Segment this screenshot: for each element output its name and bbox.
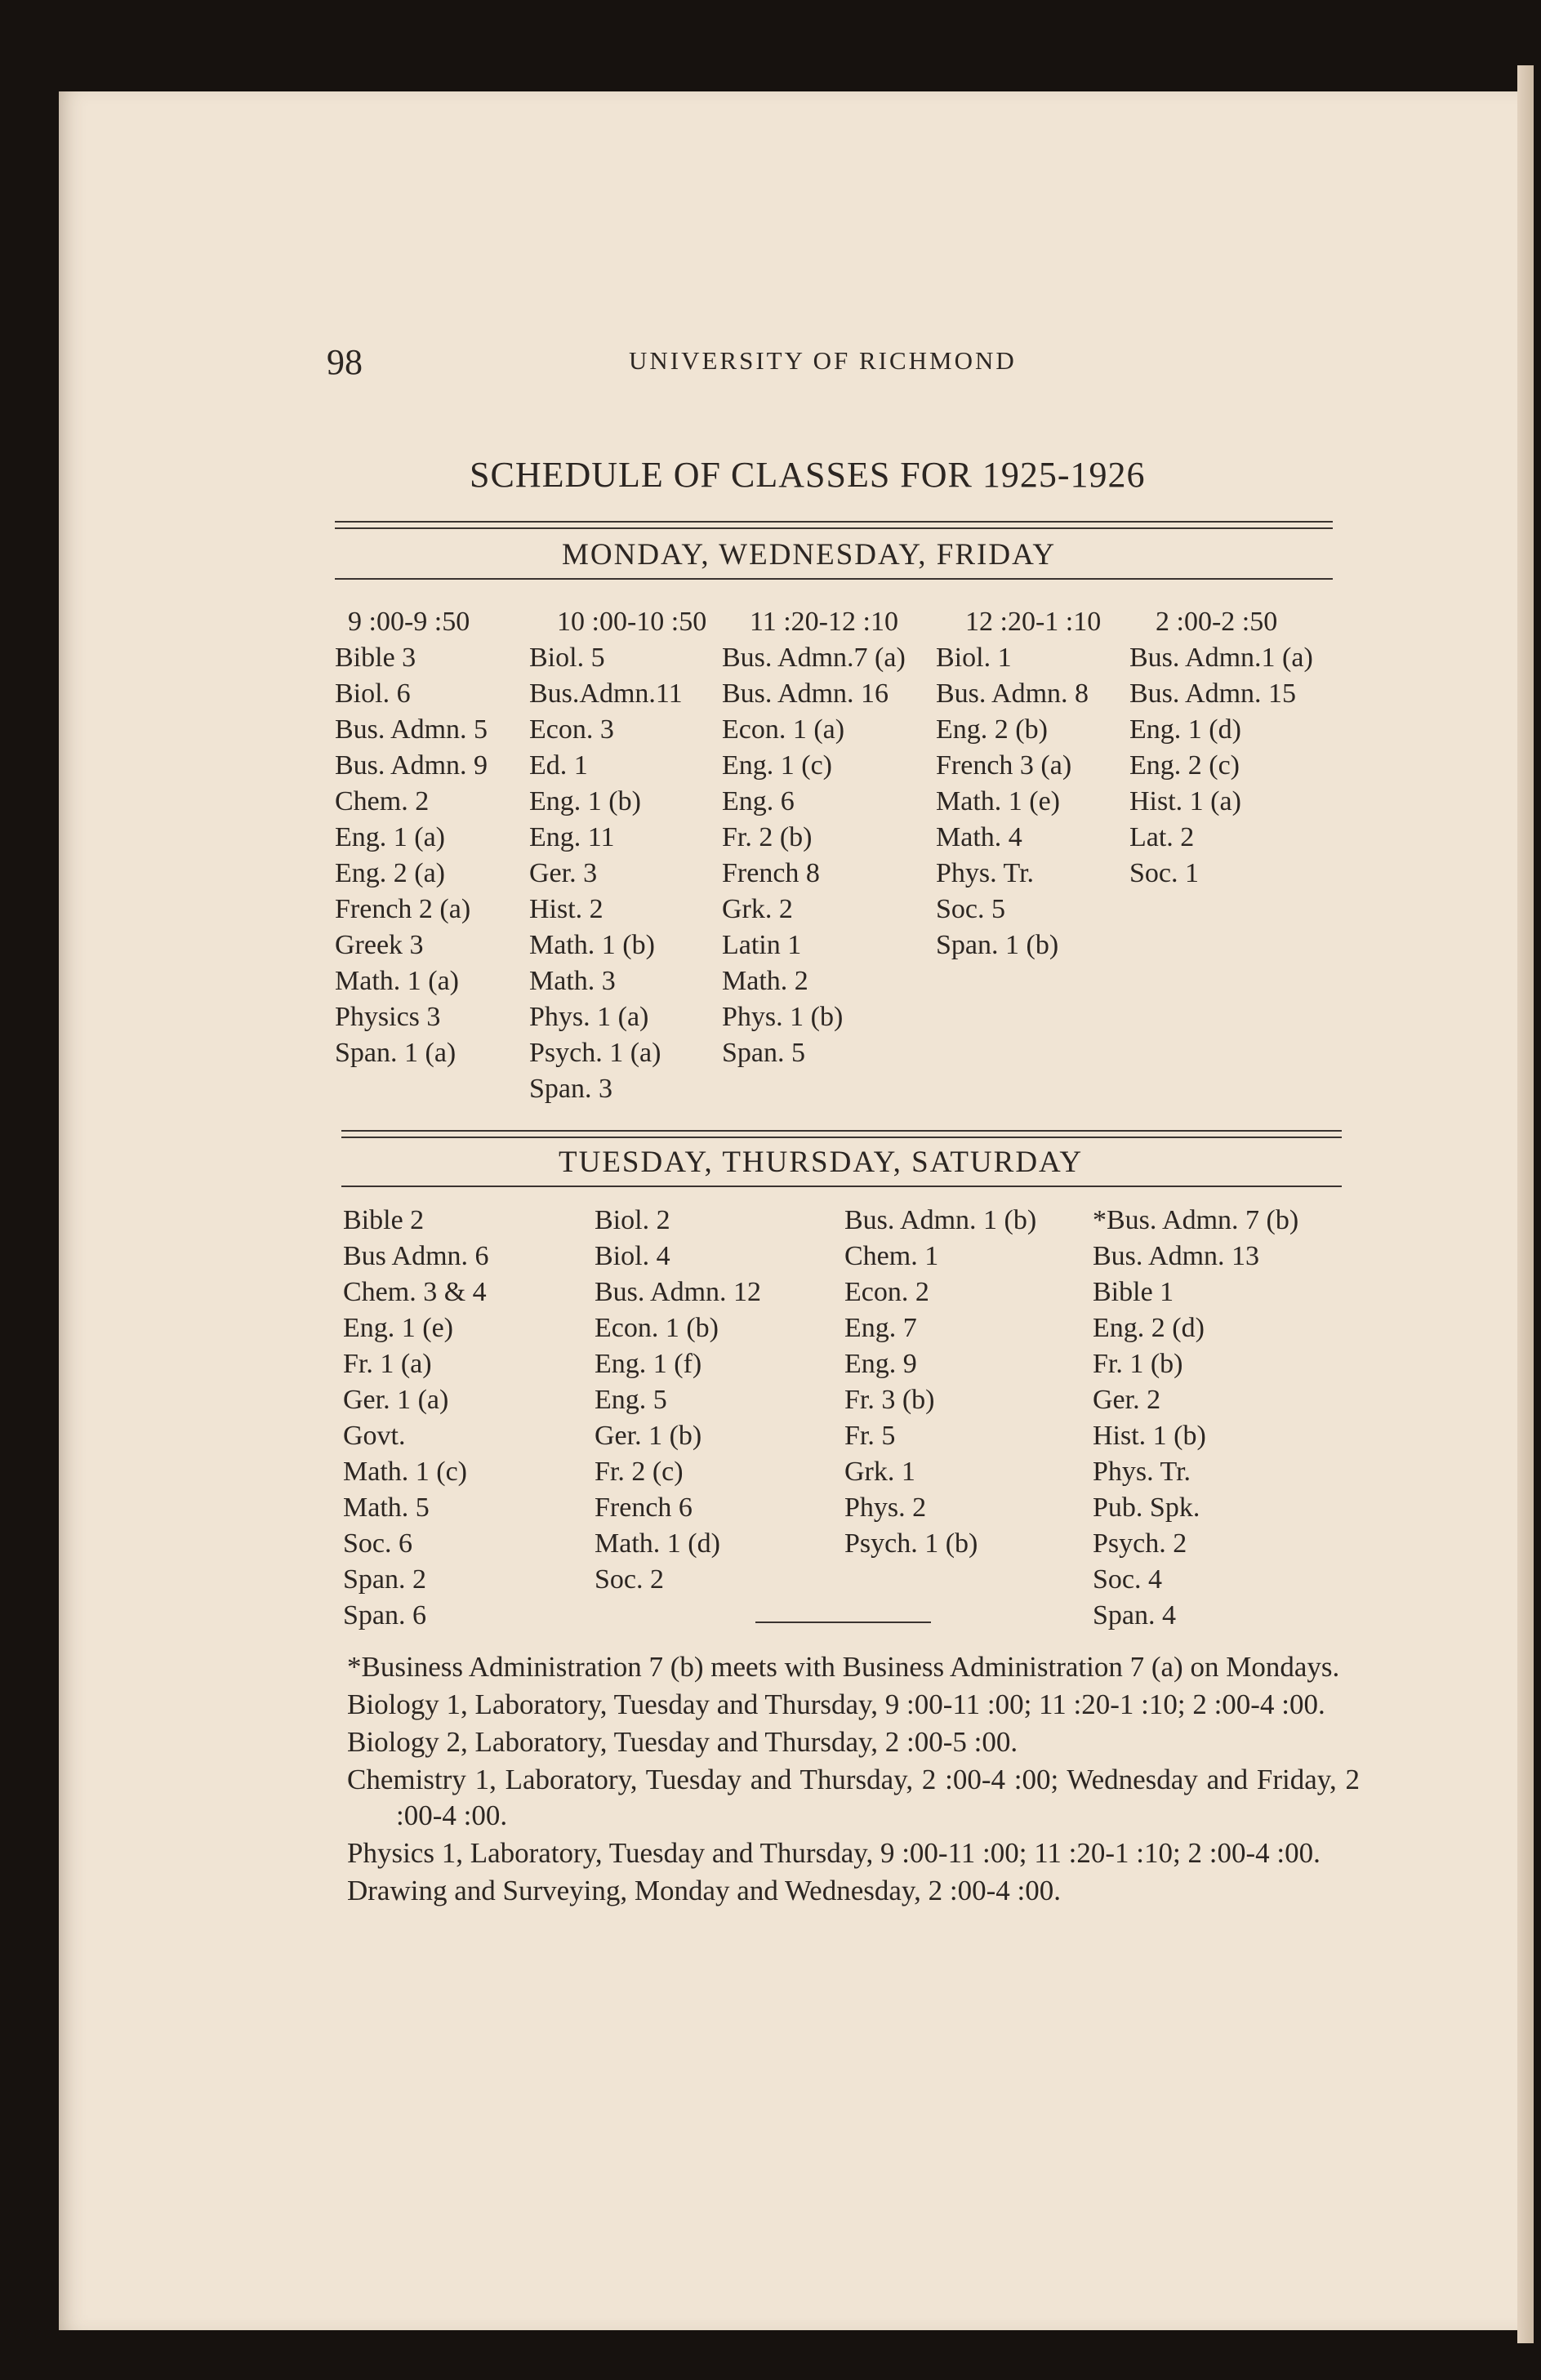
mwf-time-header: 9 :00-9 :50 (348, 607, 470, 637)
course: Econ. 1 (b) (595, 1313, 719, 1343)
course: Econ. 3 (529, 714, 614, 745)
course: Biol. 4 (595, 1241, 670, 1271)
course: Bus. Admn. 9 (335, 750, 488, 781)
mwf-column (722, 604, 906, 1071)
mwf-column (936, 604, 1101, 963)
course: Span. 3 (529, 1074, 612, 1104)
mwf-bottom-rule (335, 578, 1333, 580)
mwf-top-rule-1 (335, 521, 1333, 523)
mwf-top-rule-2 (335, 527, 1333, 529)
course: Eng. 2 (d) (1093, 1313, 1205, 1343)
course: Chem. 3 & 4 (343, 1277, 487, 1307)
page-edge (1517, 65, 1534, 2343)
course: Fr. 2 (c) (595, 1457, 684, 1487)
mwf-column (529, 604, 706, 1107)
course: Eng. 6 (722, 786, 795, 816)
note: Physics 1, Laboratory, Tuesday and Thursday, 9 :00-11 :00; 11 :20-1 :10; 2 :00-4 :00. (347, 1837, 1321, 1869)
course: Phys. 2 (844, 1493, 927, 1523)
tts-column (1093, 1203, 1298, 1634)
course: Eng. 11 (529, 822, 615, 852)
course: Econ. 1 (a) (722, 714, 845, 745)
schedule-title: SCHEDULE OF CLASSES FOR 1925-1926 (470, 455, 1146, 495)
course: Eng. 5 (595, 1385, 667, 1415)
course: Grk. 1 (844, 1457, 915, 1487)
course: Hist. 1 (a) (1129, 786, 1241, 816)
tts-top-rule-2 (341, 1137, 1342, 1138)
mwf-time-header: 12 :20-1 :10 (965, 607, 1102, 637)
mwf-heading: MONDAY, WEDNESDAY, FRIDAY (562, 538, 1057, 572)
note: Biology 1, Laboratory, Tuesday and Thursday, 9 :00-11 :00; 11 :20-1 :10; 2 :00-4 :00. (347, 1688, 1325, 1720)
course: Chem. 1 (844, 1241, 939, 1271)
course: Ger. 1 (b) (595, 1421, 702, 1451)
course: Lat. 2 (1129, 822, 1195, 852)
course: Ger. 3 (529, 858, 598, 888)
course: Math. 5 (343, 1493, 430, 1523)
note: *Business Administration 7 (b) meets with Business Administration 7 (a) on Mondays. (347, 1651, 1340, 1683)
course: Ed. 1 (529, 750, 588, 781)
course: Phys. 1 (a) (529, 1002, 649, 1032)
course: Psych. 1 (a) (529, 1038, 661, 1068)
course: Bible 1 (1093, 1277, 1174, 1307)
mwf-time-header: 10 :00-10 :50 (557, 607, 707, 637)
note: Drawing and Surveying, Monday and Wednesday, 2 :00-4 :00. (347, 1875, 1061, 1906)
course: Math. 2 (722, 966, 808, 996)
course: Greek 3 (335, 930, 424, 960)
course: Latin 1 (722, 930, 802, 960)
course: Eng. 1 (a) (335, 822, 446, 852)
course: Soc. 4 (1093, 1564, 1162, 1595)
course: Eng. 2 (b) (936, 714, 1048, 745)
tts-column (844, 1203, 1036, 1562)
course: Govt. (343, 1421, 406, 1451)
course: Fr. 2 (b) (722, 822, 813, 852)
course: Fr. 5 (844, 1421, 896, 1451)
course: Bus. Admn. 15 (1129, 678, 1297, 709)
course: Bus. Admn.7 (a) (722, 643, 906, 673)
course: Fr. 1 (b) (1093, 1349, 1183, 1379)
note: Biology 2, Laboratory, Tuesday and Thursday, 2 :00-5 :00. (347, 1726, 1018, 1758)
course: Soc. 5 (936, 894, 1005, 924)
course: Fr. 1 (a) (343, 1349, 432, 1379)
course: Biol. 1 (936, 643, 1012, 673)
course: Math. 1 (d) (595, 1528, 720, 1559)
course: Eng. 2 (c) (1129, 750, 1240, 781)
page-number: 98 (327, 342, 363, 382)
course: Biol. 5 (529, 643, 605, 673)
tts-top-rule-1 (341, 1130, 1342, 1132)
course: Math. 3 (529, 966, 616, 996)
course: Hist. 2 (529, 894, 603, 924)
column-end-rule (755, 1622, 931, 1623)
course: Eng. 7 (844, 1313, 917, 1343)
course: Math. 1 (a) (335, 966, 460, 996)
course: Phys. Tr. (1093, 1457, 1191, 1487)
course: Span. 2 (343, 1564, 426, 1595)
course: Eng. 2 (a) (335, 858, 446, 888)
course: Bus. Admn. 12 (595, 1277, 762, 1307)
course: Bus. Admn. 8 (936, 678, 1089, 709)
mwf-time-header: 11 :20-12 :10 (750, 607, 898, 637)
tts-bottom-rule (341, 1186, 1342, 1187)
course: Psych. 1 (b) (844, 1528, 978, 1559)
course: Math. 1 (b) (529, 930, 655, 960)
course: Span. 4 (1093, 1600, 1176, 1630)
book-page (59, 91, 1521, 2330)
course: French 2 (a) (335, 894, 471, 924)
course: Physics 3 (335, 1002, 441, 1032)
tts-column (343, 1203, 489, 1634)
mwf-column (335, 604, 488, 1071)
course: Ger. 1 (a) (343, 1385, 449, 1415)
running-title: UNIVERSITY OF RICHMOND (629, 346, 1017, 375)
course: French 3 (a) (936, 750, 1072, 781)
tts-heading: TUESDAY, THURSDAY, SATURDAY (559, 1146, 1084, 1179)
course: Soc. 6 (343, 1528, 412, 1559)
course: Bus.Admn.11 (529, 678, 683, 709)
course: Econ. 2 (844, 1277, 929, 1307)
course: Biol. 6 (335, 678, 411, 709)
course: Span. 1 (b) (936, 930, 1059, 960)
course: Math. 1 (e) (936, 786, 1061, 816)
course: Chem. 2 (335, 786, 430, 816)
course: Biol. 2 (595, 1205, 670, 1235)
course: Eng. 1 (e) (343, 1313, 454, 1343)
course: Grk. 2 (722, 894, 793, 924)
note: Chemistry 1, Laboratory, Tuesday and Thursday, 2 :00-4 :00; Wednesday and Friday, 2 :00-4 :00. (347, 1764, 1360, 1831)
course: Soc. 1 (1129, 858, 1199, 888)
course: Eng. 1 (c) (722, 750, 833, 781)
laboratory-notes (347, 1649, 1360, 1911)
mwf-column (1129, 604, 1313, 892)
course: Fr. 3 (b) (844, 1385, 935, 1415)
course: Hist. 1 (b) (1093, 1421, 1206, 1451)
mwf-time-header: 2 :00-2 :50 (1156, 607, 1278, 637)
course: Span. 1 (a) (335, 1038, 457, 1068)
course: Pub. Spk. (1093, 1493, 1200, 1523)
course: Eng. 9 (844, 1349, 917, 1379)
course: Bus. Admn. 1 (b) (844, 1205, 1037, 1235)
course: Phys. 1 (b) (722, 1002, 844, 1032)
course: Eng. 1 (d) (1129, 714, 1241, 745)
course: Span. 5 (722, 1038, 805, 1068)
course: Eng. 1 (b) (529, 786, 641, 816)
course: Bus. Admn. 5 (335, 714, 488, 745)
course: Bus. Admn.1 (a) (1129, 643, 1313, 673)
course: Ger. 2 (1093, 1385, 1161, 1415)
course: Span. 6 (343, 1600, 426, 1630)
course: Soc. 2 (595, 1564, 664, 1595)
course: *Bus. Admn. 7 (b) (1093, 1205, 1299, 1235)
course: Bus. Admn. 16 (722, 678, 889, 709)
tts-column (595, 1203, 761, 1598)
course: Bus. Admn. 13 (1093, 1241, 1260, 1271)
course: French 8 (722, 858, 820, 888)
course: Math. 1 (c) (343, 1457, 468, 1487)
course: Phys. Tr. (936, 858, 1035, 888)
course: Bus Admn. 6 (343, 1241, 489, 1271)
course: Psych. 2 (1093, 1528, 1187, 1559)
course: French 6 (595, 1493, 693, 1523)
course: Bible 2 (343, 1205, 425, 1235)
course: Math. 4 (936, 822, 1022, 852)
course: Bible 3 (335, 643, 416, 673)
course: Eng. 1 (f) (595, 1349, 702, 1379)
